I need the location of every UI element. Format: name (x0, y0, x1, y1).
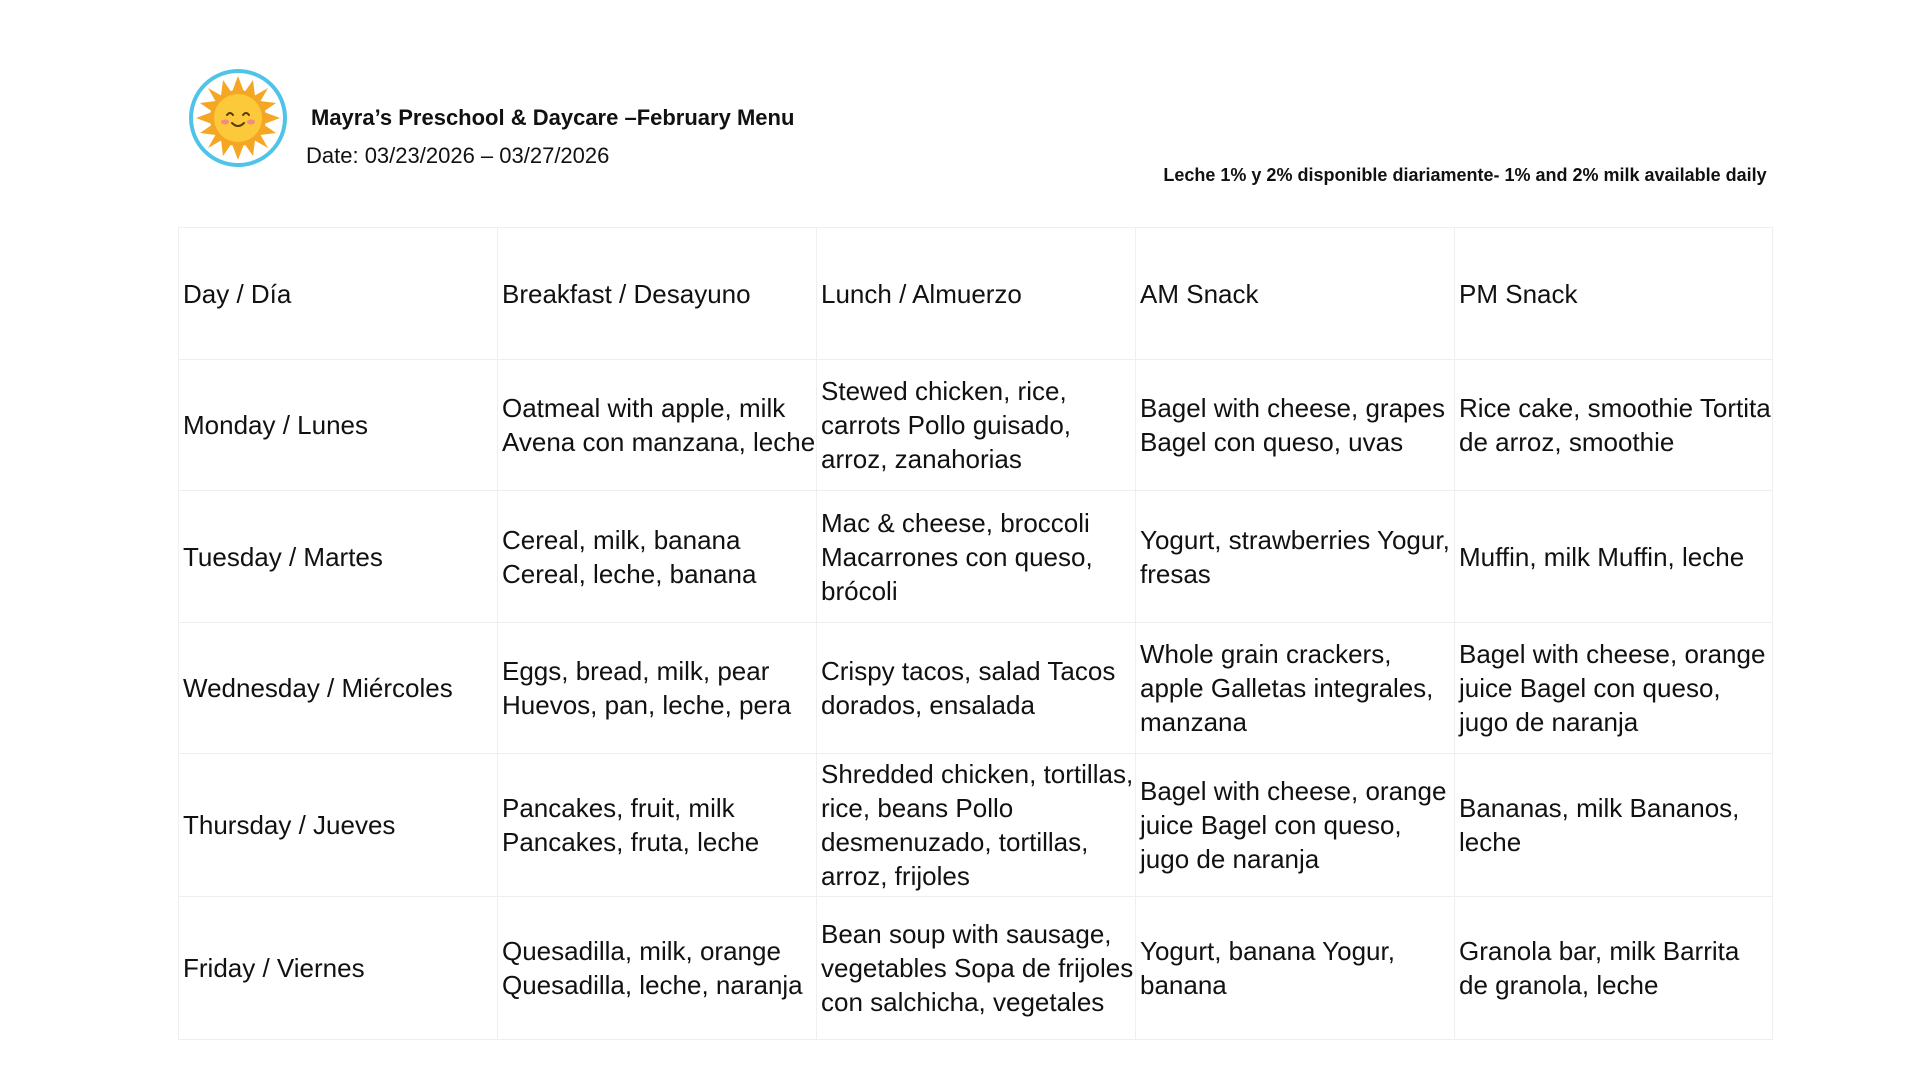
table-row (179, 623, 1773, 754)
lunch-cell: Crispy tacos, salad Tacos dorados, ensalada (817, 623, 1136, 754)
column-header-am-snack: AM Snack (1136, 228, 1455, 360)
lunch-cell: Stewed chicken, rice, carrots Pollo guisado, arroz, zanahorias (817, 360, 1136, 491)
day-cell: Monday / Lunes (179, 360, 498, 491)
table-row (179, 491, 1773, 623)
table-row (179, 360, 1773, 491)
pm-snack-cell: Muffin, milk Muffin, leche (1455, 491, 1773, 623)
day-cell: Tuesday / Martes (179, 491, 498, 623)
day-cell: Friday / Viernes (179, 897, 498, 1040)
milk-availability-note: Leche 1% y 2% disponible diariamente- 1% and 2% milk available daily (1163, 165, 1767, 185)
weekly-menu-table (178, 227, 1773, 1040)
am-snack-cell: Yogurt, banana Yogur, banana (1136, 897, 1455, 1040)
pm-snack-cell: Bananas, milk Bananos, leche (1455, 754, 1773, 897)
day-cell: Thursday / Jueves (179, 754, 498, 897)
menu-title: Mayra’s Preschool & Daycare –February Menu (311, 105, 795, 130)
sun-logo-icon (188, 68, 288, 168)
column-header-lunch: Lunch / Almuerzo (817, 228, 1136, 360)
pm-snack-cell: Granola bar, milk Barrita de granola, leche (1455, 897, 1773, 1040)
menu-date: Date: 03/23/2026 – 03/27/2026 (306, 143, 610, 168)
pm-snack-cell: Rice cake, smoothie Tortita de arroz, smoothie (1455, 360, 1773, 491)
am-snack-cell: Bagel with cheese, grapes Bagel con queso, uvas (1136, 360, 1455, 491)
breakfast-cell: Cereal, milk, banana Cereal, leche, banana (498, 491, 817, 623)
column-header-pm-snack: PM Snack (1455, 228, 1773, 360)
lunch-cell: Mac & cheese, broccoli Macarrones con queso, brócoli (817, 491, 1136, 623)
column-header-breakfast: Breakfast / Desayuno (498, 228, 817, 360)
pm-snack-cell: Bagel with cheese, orange juice Bagel con queso, jugo de naranja (1455, 623, 1773, 754)
table-row (179, 897, 1773, 1040)
breakfast-cell: Pancakes, fruit, milk Pancakes, fruta, leche (498, 754, 817, 897)
table-header-row (179, 228, 1773, 360)
breakfast-cell: Quesadilla, milk, orange Quesadilla, leche, naranja (498, 897, 817, 1040)
lunch-cell: Bean soup with sausage, vegetables Sopa de frijoles con salchicha, vegetales (817, 897, 1136, 1040)
lunch-cell: Shredded chicken, tortillas, rice, beans Pollo desmenuzado, tortillas, arroz, frijoles (817, 754, 1136, 897)
am-snack-cell: Bagel with cheese, orange juice Bagel con queso, jugo de naranja (1136, 754, 1455, 897)
day-cell: Wednesday / Miércoles (179, 623, 498, 754)
am-snack-cell: Yogurt, strawberries Yogur, fresas (1136, 491, 1455, 623)
table-row (179, 754, 1773, 897)
am-snack-cell: Whole grain crackers, apple Galletas integrales, manzana (1136, 623, 1455, 754)
column-header-day: Day / Día (179, 228, 498, 360)
breakfast-cell: Eggs, bread, milk, pear Huevos, pan, leche, pera (498, 623, 817, 754)
breakfast-cell: Oatmeal with apple, milk Avena con manzana, leche (498, 360, 817, 491)
